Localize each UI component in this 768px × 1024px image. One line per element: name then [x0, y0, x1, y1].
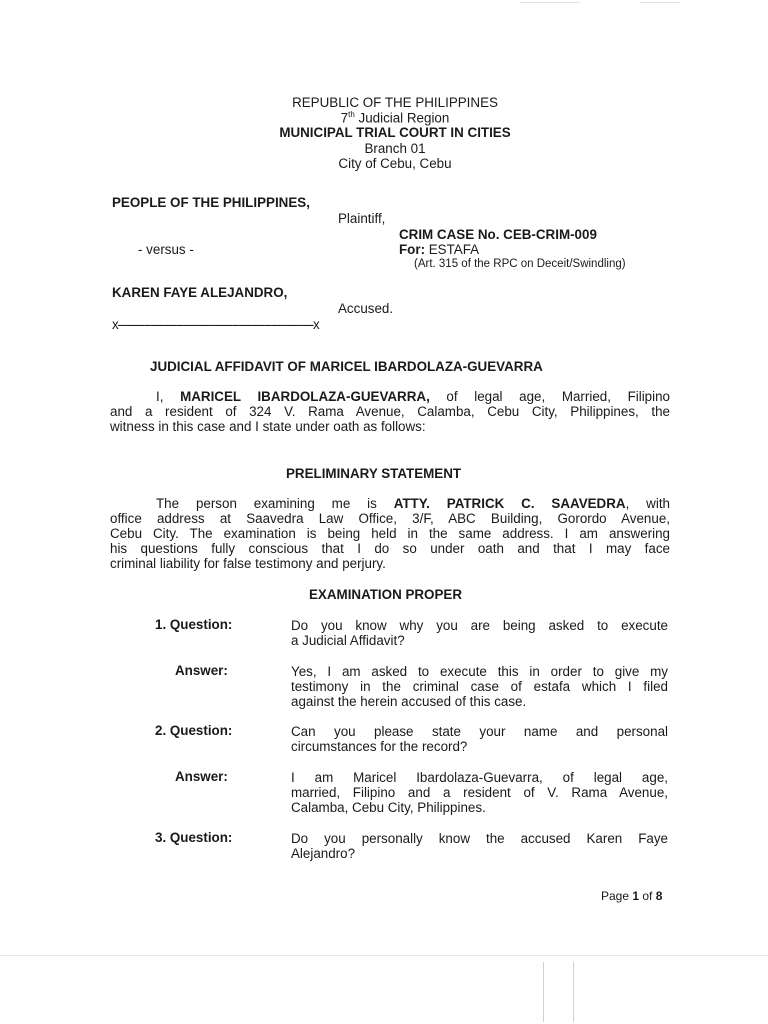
case-article: (Art. 315 of the RPC on Deceit/Swindling) [414, 258, 626, 270]
affidavit-title: JUDICIAL AFFIDAVIT OF MARICEL IBARDOLAZA-GUEVARRA [150, 359, 543, 374]
scan-artifact [640, 2, 680, 3]
question-label: 1. Question: [155, 617, 233, 632]
examination-heading: EXAMINATION PROPER [309, 587, 463, 602]
preliminary-line-3: Cebu City. The examination is being held in the same address. I am answering [110, 526, 670, 541]
affiant-name: MARICEL IBARDOLAZA-GUEVARRA, [180, 389, 430, 404]
page-total: 8 [655, 889, 663, 903]
page-of: of [639, 889, 656, 903]
scan-artifact [520, 2, 580, 3]
question-line: a Judicial Affidavit? [291, 633, 405, 648]
header-court: MUNICIPAL TRIAL COURT IN CITIES [279, 125, 511, 140]
for-value: ESTAFA [425, 242, 480, 257]
header-republic: REPUBLIC OF THE PHILIPPINES [292, 95, 498, 110]
for-label: For: [399, 242, 426, 257]
answer-line: Yes, I am asked to execute this in order to give my [291, 664, 668, 679]
header-city: City of Cebu, Cebu [338, 156, 452, 171]
question-text [291, 831, 668, 861]
preliminary-heading: PRELIMINARY STATEMENT [286, 466, 462, 481]
accused-name: KAREN FAYE ALEJANDRO, [112, 285, 288, 300]
answer-label: Answer: [175, 769, 228, 784]
answer-line: I am Maricel Ibardolaza-Guevarra, of legal age, [291, 770, 668, 785]
prelim-rest: , with [625, 496, 670, 511]
page-current: 1 [632, 889, 640, 903]
preliminary-line-2: office address at Saavedra Law Office, 3/F, ABC Building, Gorordo Avenue, [110, 511, 670, 526]
question-label: 3. Question: [155, 830, 233, 845]
question-text [291, 724, 668, 754]
header-region [0, 110, 768, 125]
question-line: circumstances for the record? [291, 739, 468, 754]
answer-label: Answer: [175, 663, 228, 678]
examiner-name: ATTY. PATRICK C. SAAVEDRA [393, 496, 626, 511]
intro-line-3: witness in this case and I state under oath as follows: [110, 419, 426, 434]
versus-label: - versus - [138, 242, 194, 257]
question-line: Can you please state your name and personal [291, 724, 668, 739]
page-bottom-edge [0, 955, 768, 956]
answer-text [291, 664, 668, 709]
question-line: Do you personally know the accused Karen Faye [291, 831, 668, 846]
region-number: 7 [340, 110, 349, 126]
page-prefix: Page [601, 889, 633, 903]
scan-artifact [543, 962, 544, 1022]
plaintiff-name: PEOPLE OF THE PHILIPPINES, [112, 195, 310, 210]
header-branch: Branch 01 [364, 141, 426, 156]
question-line: Alejandro? [291, 846, 356, 861]
answer-line: married, Filipino and a resident of V. Rama Avenue, [291, 785, 668, 800]
question-line: Do you know why you are being asked to execute [291, 618, 668, 633]
preliminary-line-4: his questions fully conscious that I do so under oath and that I may face [110, 541, 670, 556]
answer-line: against the herein accused of this case. [291, 694, 527, 709]
caption-separator: x------------------------------------------------------------x [112, 317, 319, 332]
intro-prefix: I, [156, 389, 181, 404]
intro-rest: of legal age, Married, Filipino [429, 389, 670, 404]
preliminary-line-1 [156, 496, 670, 511]
prelim-prefix: The person examining me is [156, 496, 394, 511]
intro-line-2: and a resident of 324 V. Rama Avenue, Calamba, Cebu City, Philippines, the [110, 404, 670, 419]
case-number: CRIM CASE No. CEB-CRIM-009 [399, 227, 597, 242]
plaintiff-role: Plaintiff, [338, 211, 386, 226]
region-superscript: th [348, 110, 355, 119]
question-text [291, 618, 668, 648]
preliminary-line-5: criminal liability for false testimony and perjury. [110, 556, 386, 571]
scan-artifact [573, 962, 574, 1022]
answer-line: testimony in the criminal case of estafa which I filed [291, 679, 668, 694]
intro-line-1 [156, 389, 670, 404]
question-label: 2. Question: [155, 723, 233, 738]
region-text: Judicial Region [354, 110, 450, 126]
answer-line: Calamba, Cebu City, Philippines. [291, 800, 486, 815]
case-offense [399, 242, 479, 257]
answer-text [291, 770, 668, 815]
accused-role: Accused. [338, 301, 394, 316]
page-number [601, 889, 662, 903]
